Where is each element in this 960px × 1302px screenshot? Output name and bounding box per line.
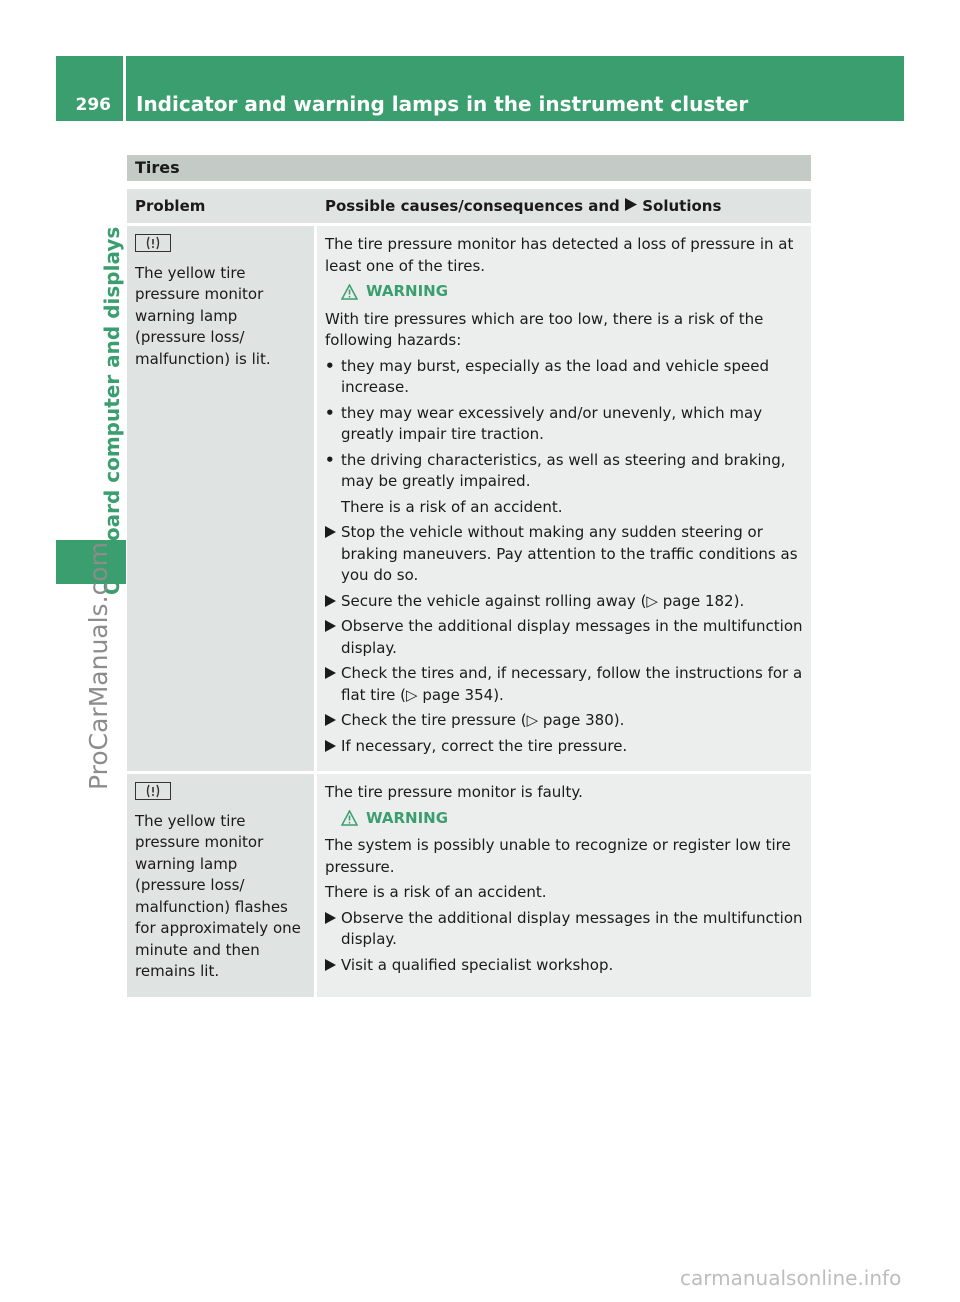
watermark-side: ProCarManuals.com	[84, 542, 113, 790]
list-item: Check the tires and, if necessary, follow the instructions for a flat tire (▷ page 354).	[325, 663, 803, 706]
cause-text: The tire pressure monitor has detected a loss of pressure in at least one of the tires.	[325, 235, 794, 275]
risk-note: There is a risk of an accident.	[341, 497, 563, 516]
tires-table	[127, 155, 811, 997]
warning-text: With tire pressures which are too low, there is a risk of the following hazards:	[325, 309, 764, 349]
list-item: Secure the vehicle against rolling away (▷ page 182).	[325, 591, 803, 613]
warning-label: WARNING	[366, 808, 449, 827]
header-solutions	[317, 189, 811, 223]
page-header	[56, 56, 904, 121]
bullet-marker: •	[325, 403, 335, 422]
list-item: • they may burst, especially as the load and vehicle speed increase.	[325, 356, 769, 396]
page-title: Indicator and warning lamps in the instrument cluster	[136, 92, 749, 116]
header-problem: Problem	[135, 197, 206, 215]
problem-cell	[127, 226, 314, 771]
action-arrow-icon	[625, 197, 642, 215]
side-tab-label: On-board computer and displays	[100, 226, 124, 595]
table-title: Tires	[127, 155, 811, 181]
list-item: • the driving characteristics, as well as steering and braking, may be greatly impaired.	[325, 450, 786, 490]
list-item: Observe the additional display messages in the multifunction display.	[325, 616, 803, 659]
action-arrow-icon	[325, 908, 336, 931]
action-arrow-icon	[325, 616, 336, 639]
bullet-marker: •	[325, 450, 335, 469]
list-item: • they may wear excessively and/or unevenly, which may greatly impair tire traction.	[325, 403, 763, 443]
solution-cell	[317, 226, 811, 771]
hazard-list	[325, 356, 803, 493]
page-number: 296	[56, 56, 126, 121]
problem-text: The yellow tire pressure monitor warning lamp (pressure loss/ malfunction) is lit.	[135, 263, 271, 368]
watermark-bottom: carmanualsonline.info	[680, 1266, 902, 1290]
warning-heading	[325, 808, 803, 830]
action-arrow-icon	[325, 663, 336, 686]
header-solutions-left: Possible causes/consequences and	[325, 197, 620, 215]
action-arrow-icon	[325, 591, 336, 614]
action-arrow-icon	[325, 522, 336, 545]
warning-label: WARNING	[366, 282, 449, 300]
warning-triangle-icon	[341, 284, 358, 300]
list-item: Stop the vehicle without making any sudden steering or braking maneuvers. Pay attention to the traffic conditions as you do so.	[325, 522, 803, 587]
header-solutions-right: Solutions	[642, 197, 722, 215]
list-item: Check the tire pressure (▷ page 380).	[325, 710, 803, 732]
action-arrow-icon	[325, 736, 336, 759]
action-list	[325, 908, 803, 977]
table-row	[127, 226, 811, 771]
bullet-marker: •	[325, 356, 335, 375]
tire-pressure-warning-lamp-icon	[135, 782, 171, 800]
action-list	[325, 522, 803, 757]
list-item: If necessary, correct the tire pressure.	[325, 736, 803, 758]
warning-triangle-icon	[341, 810, 358, 826]
table-row	[127, 774, 811, 997]
action-arrow-icon	[325, 710, 336, 733]
action-arrow-icon	[325, 955, 336, 978]
list-item: Visit a qualified specialist workshop.	[325, 955, 803, 977]
problem-cell	[127, 774, 314, 997]
problem-text: The yellow tire pressure monitor warning lamp (pressure loss/ malfunction) flashes for approximately one minute and then remains lit.	[135, 811, 301, 980]
solution-cell	[317, 774, 811, 997]
warning-text: The system is possibly unable to recognize or register low tire pressure.	[325, 836, 791, 876]
cause-text: The tire pressure monitor is faulty.	[325, 783, 583, 801]
warning-heading	[325, 281, 803, 303]
table-header-row	[127, 189, 811, 223]
tire-pressure-warning-lamp-icon	[135, 234, 171, 252]
list-item: Observe the additional display messages in the multifunction display.	[325, 908, 803, 951]
risk-note: There is a risk of an accident.	[325, 883, 547, 901]
